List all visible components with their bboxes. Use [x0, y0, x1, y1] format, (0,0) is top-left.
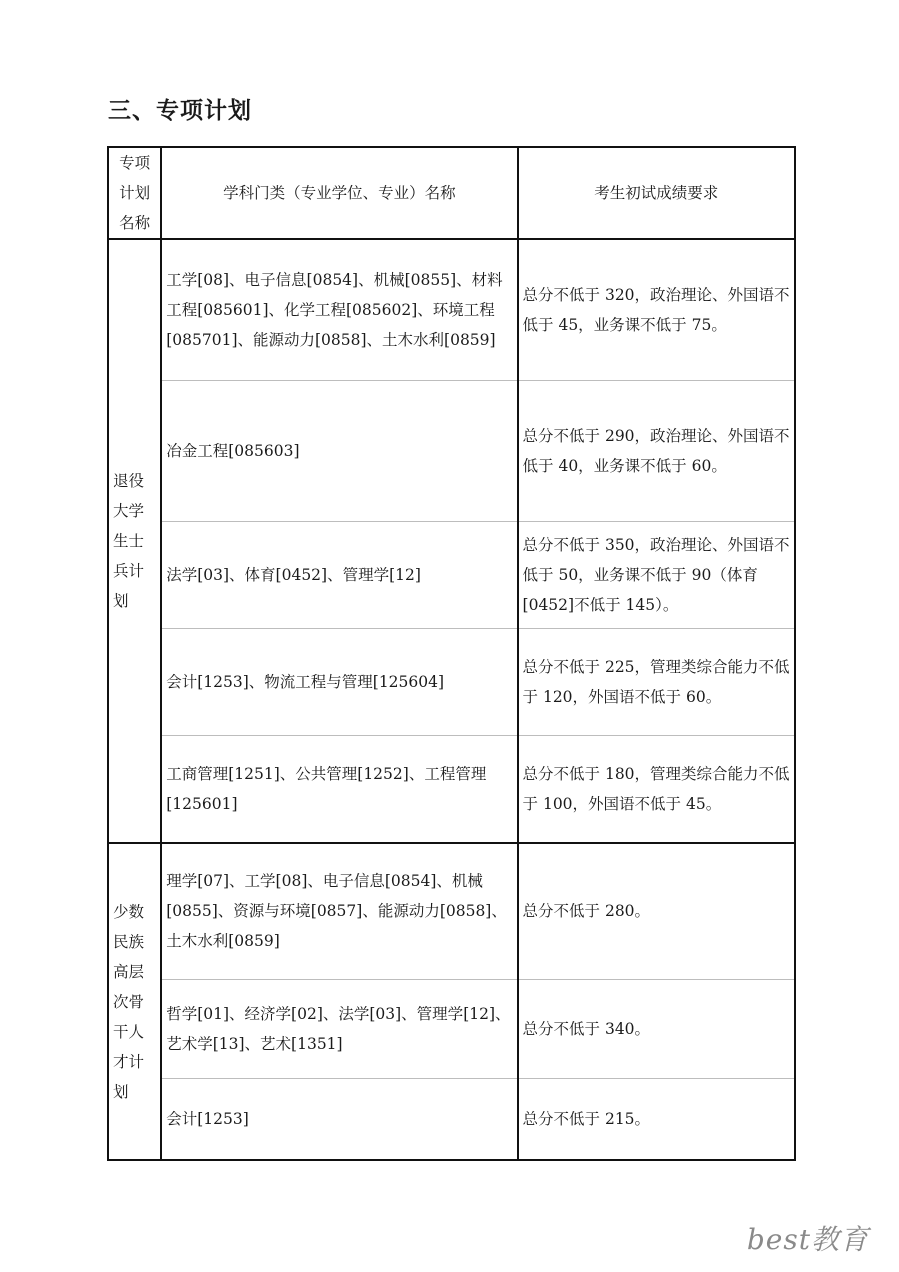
subject-cell: 工商管理[1251]、公共管理[1252]、工程管理[125601]: [161, 735, 517, 843]
requirement-cell: 总分不低于 320，政治理论、外国语不低于 45，业务课不低于 75。: [518, 239, 795, 380]
subject-cell: 哲学[01]、经济学[02]、法学[03]、管理学[12]、艺术学[13]、艺术[1351]: [161, 979, 517, 1078]
header-subject: 学科门类（专业学位、专业）名称: [161, 147, 517, 239]
table-row: [108, 239, 795, 380]
table-row: [108, 1078, 795, 1160]
requirement-cell: 总分不低于 225，管理类综合能力不低于 120，外国语不低于 60。: [518, 628, 795, 735]
requirement-cell: 总分不低于 280。: [518, 843, 795, 979]
requirement-cell: 总分不低于 180，管理类综合能力不低于 100，外国语不低于 45。: [518, 735, 795, 843]
table-row: [108, 979, 795, 1078]
table-row: [108, 843, 795, 979]
section-title: 三、专项计划: [108, 98, 252, 124]
requirement-cell: 总分不低于 290，政治理论、外国语不低于 40，业务课不低于 60。: [518, 380, 795, 521]
subject-cell: 理学[07]、工学[08]、电子信息[0854]、机械[0855]、资源与环境[0857]、能源动力[0858]、土木水利[0859]: [161, 843, 517, 979]
watermark-logo: best教育: [746, 1223, 869, 1256]
table-row: [108, 521, 795, 628]
subject-cell: 会计[1253]: [161, 1078, 517, 1160]
requirement-cell: 总分不低于 350，政治理论、外国语不低于 50，业务课不低于 90（体育[0452]不低于 145）。: [518, 521, 795, 628]
subject-cell: 工学[08]、电子信息[0854]、机械[0855]、材料工程[085601]、化学工程[085602]、环境工程[085701]、能源动力[0858]、土木水利[0859]: [161, 239, 517, 380]
plan-name-minority: 少数民族高层次骨干人才计划: [108, 843, 161, 1160]
subject-cell: 冶金工程[085603]: [161, 380, 517, 521]
table-row: [108, 628, 795, 735]
special-plan-table: [107, 146, 796, 1161]
table-header-row: [108, 147, 795, 239]
requirement-cell: 总分不低于 340。: [518, 979, 795, 1078]
subject-cell: 会计[1253]、物流工程与管理[125604]: [161, 628, 517, 735]
table-row: [108, 735, 795, 843]
subject-cell: 法学[03]、体育[0452]、管理学[12]: [161, 521, 517, 628]
plan-name-veteran: 退役大学生士兵计划: [108, 239, 161, 843]
table-row: [108, 380, 795, 521]
header-requirement: 考生初试成绩要求: [518, 147, 795, 239]
requirement-cell: 总分不低于 215。: [522, 1109, 651, 1128]
header-plan-name: 专项计划名称: [108, 147, 161, 239]
